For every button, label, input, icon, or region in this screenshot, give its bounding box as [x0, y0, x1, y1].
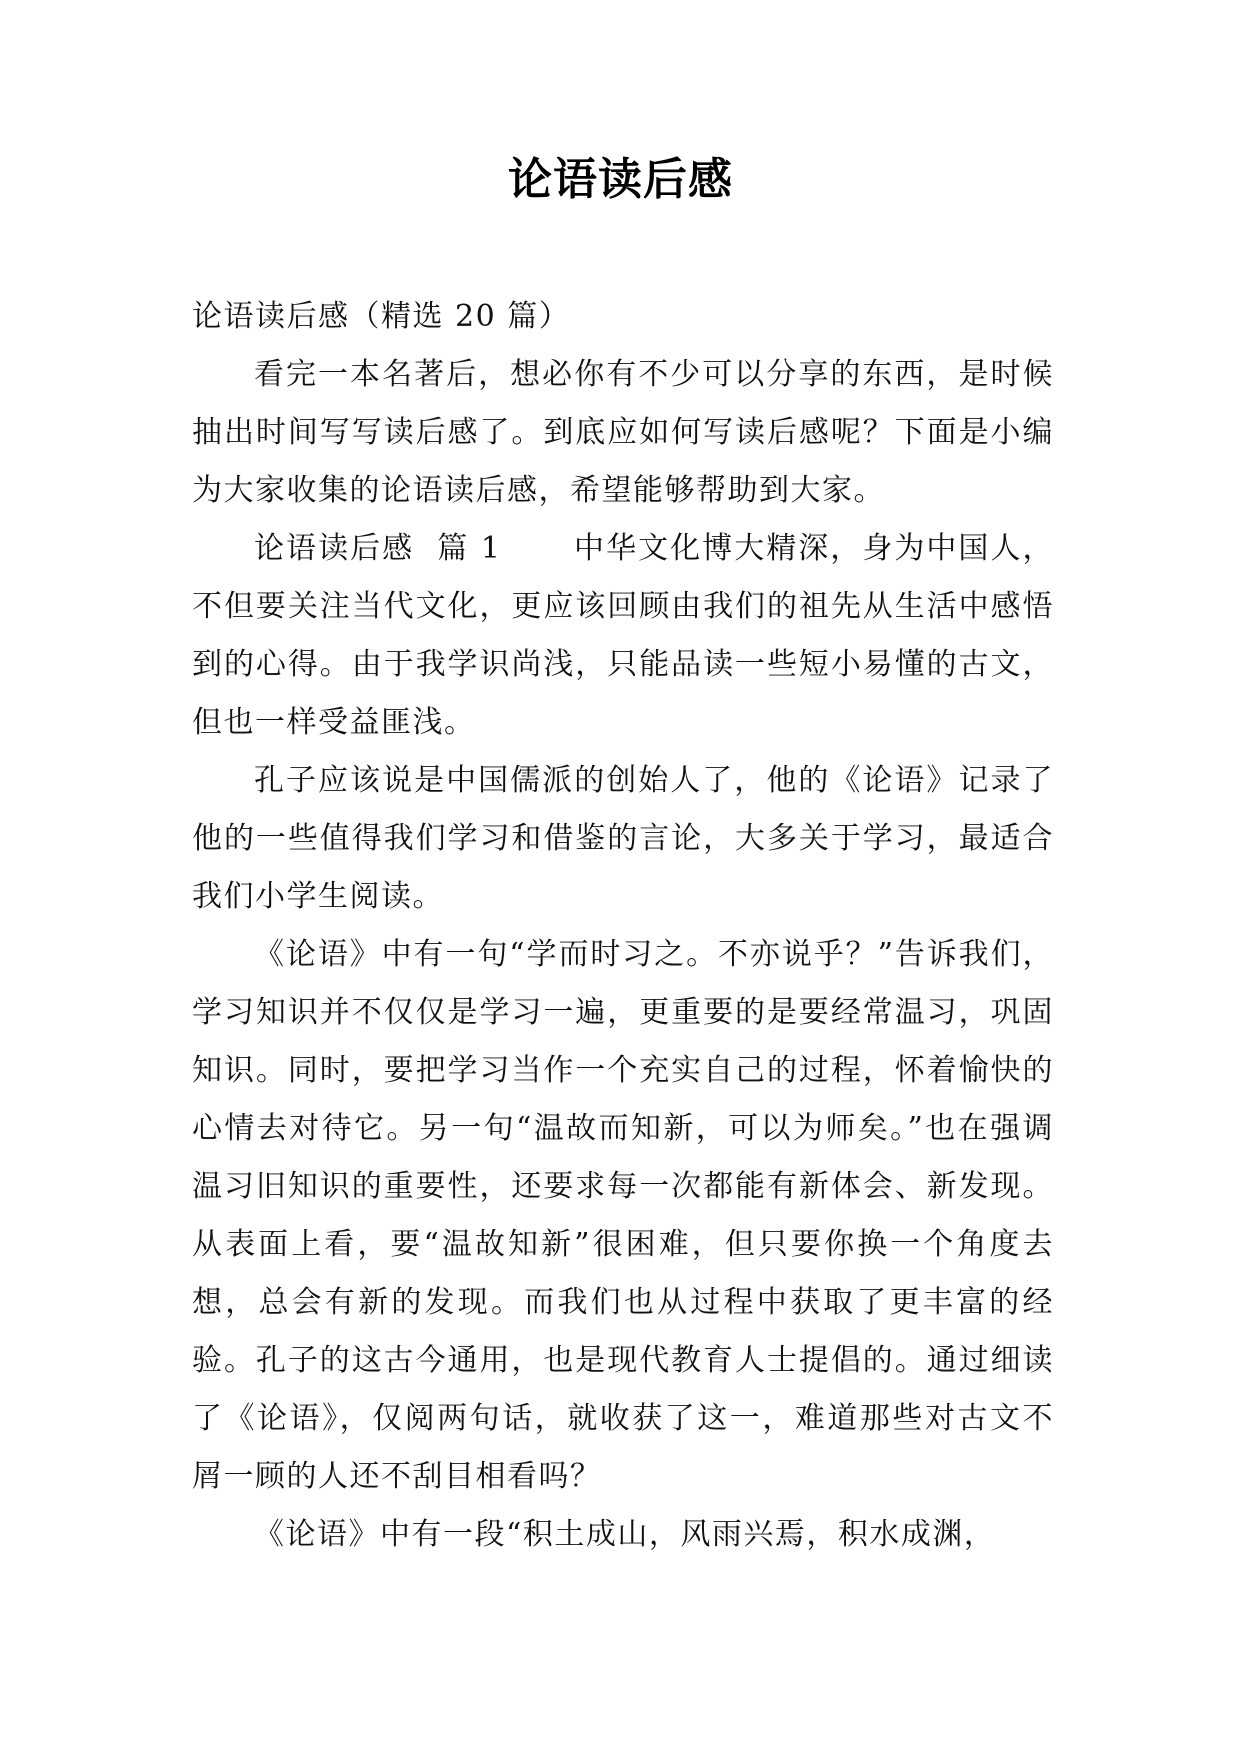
section-heading: 论语读后感 篇 1 — [254, 531, 502, 566]
paragraph-section-1 — [192, 520, 1054, 752]
paragraph-learning: 《论语》中有一句“学而时习之。不亦说乎？”告诉我们，学习知识并不仅仅是学习一遍，更重要的是要经常温习，巩固知识。同时，要把学习当作一个充实自己的过程，怀着愉快的心情去对待它。另一句“温故而知新，可以为师矣。”也在强调温习旧知识的重要性，还要求每一次都能有新体会、新发现。从表面上看，要“温故知新”很困难，但只要你换一个角度去想，总会有新的发现。而我们也从过程中获取了更丰富的经验。孔子的这古今通用，也是现代教育人士提倡的。通过细读了《论语》，仅阅两句话，就收获了这一，难道那些对古文不屑一顾的人还不刮目相看吗？ — [192, 937, 1054, 1494]
paragraph-section-1-text: 中华文化博大精深，身为中国人，不但要关注当代文化，更应该回顾由我们的祖先从生活中感悟到的心得。由于我学识尚浅，只能品读一些短小易懂的古文，但也一样受益匪浅。 — [192, 531, 1054, 740]
document-body — [192, 288, 1054, 1564]
paragraph-intro: 看完一本名著后，想必你有不少可以分享的东西，是时候抽出时间写写读后感了。到底应如何写读后感呢？下面是小编为大家收集的论语读后感，希望能够帮助到大家。 — [192, 357, 1054, 508]
document-title: 论语读后感 — [508, 154, 733, 205]
document-subtitle: 论语读后感（精选 20 篇） — [192, 299, 571, 334]
paragraph-confucius: 孔子应该说是中国儒派的创始人了，他的《论语》记录了他的一些值得我们学习和借鉴的言论，大多关于学习，最适合我们小学生阅读。 — [192, 763, 1054, 914]
paragraph-accumulate: 《论语》中有一段“积土成山，风雨兴焉，积水成渊， — [254, 1517, 996, 1552]
